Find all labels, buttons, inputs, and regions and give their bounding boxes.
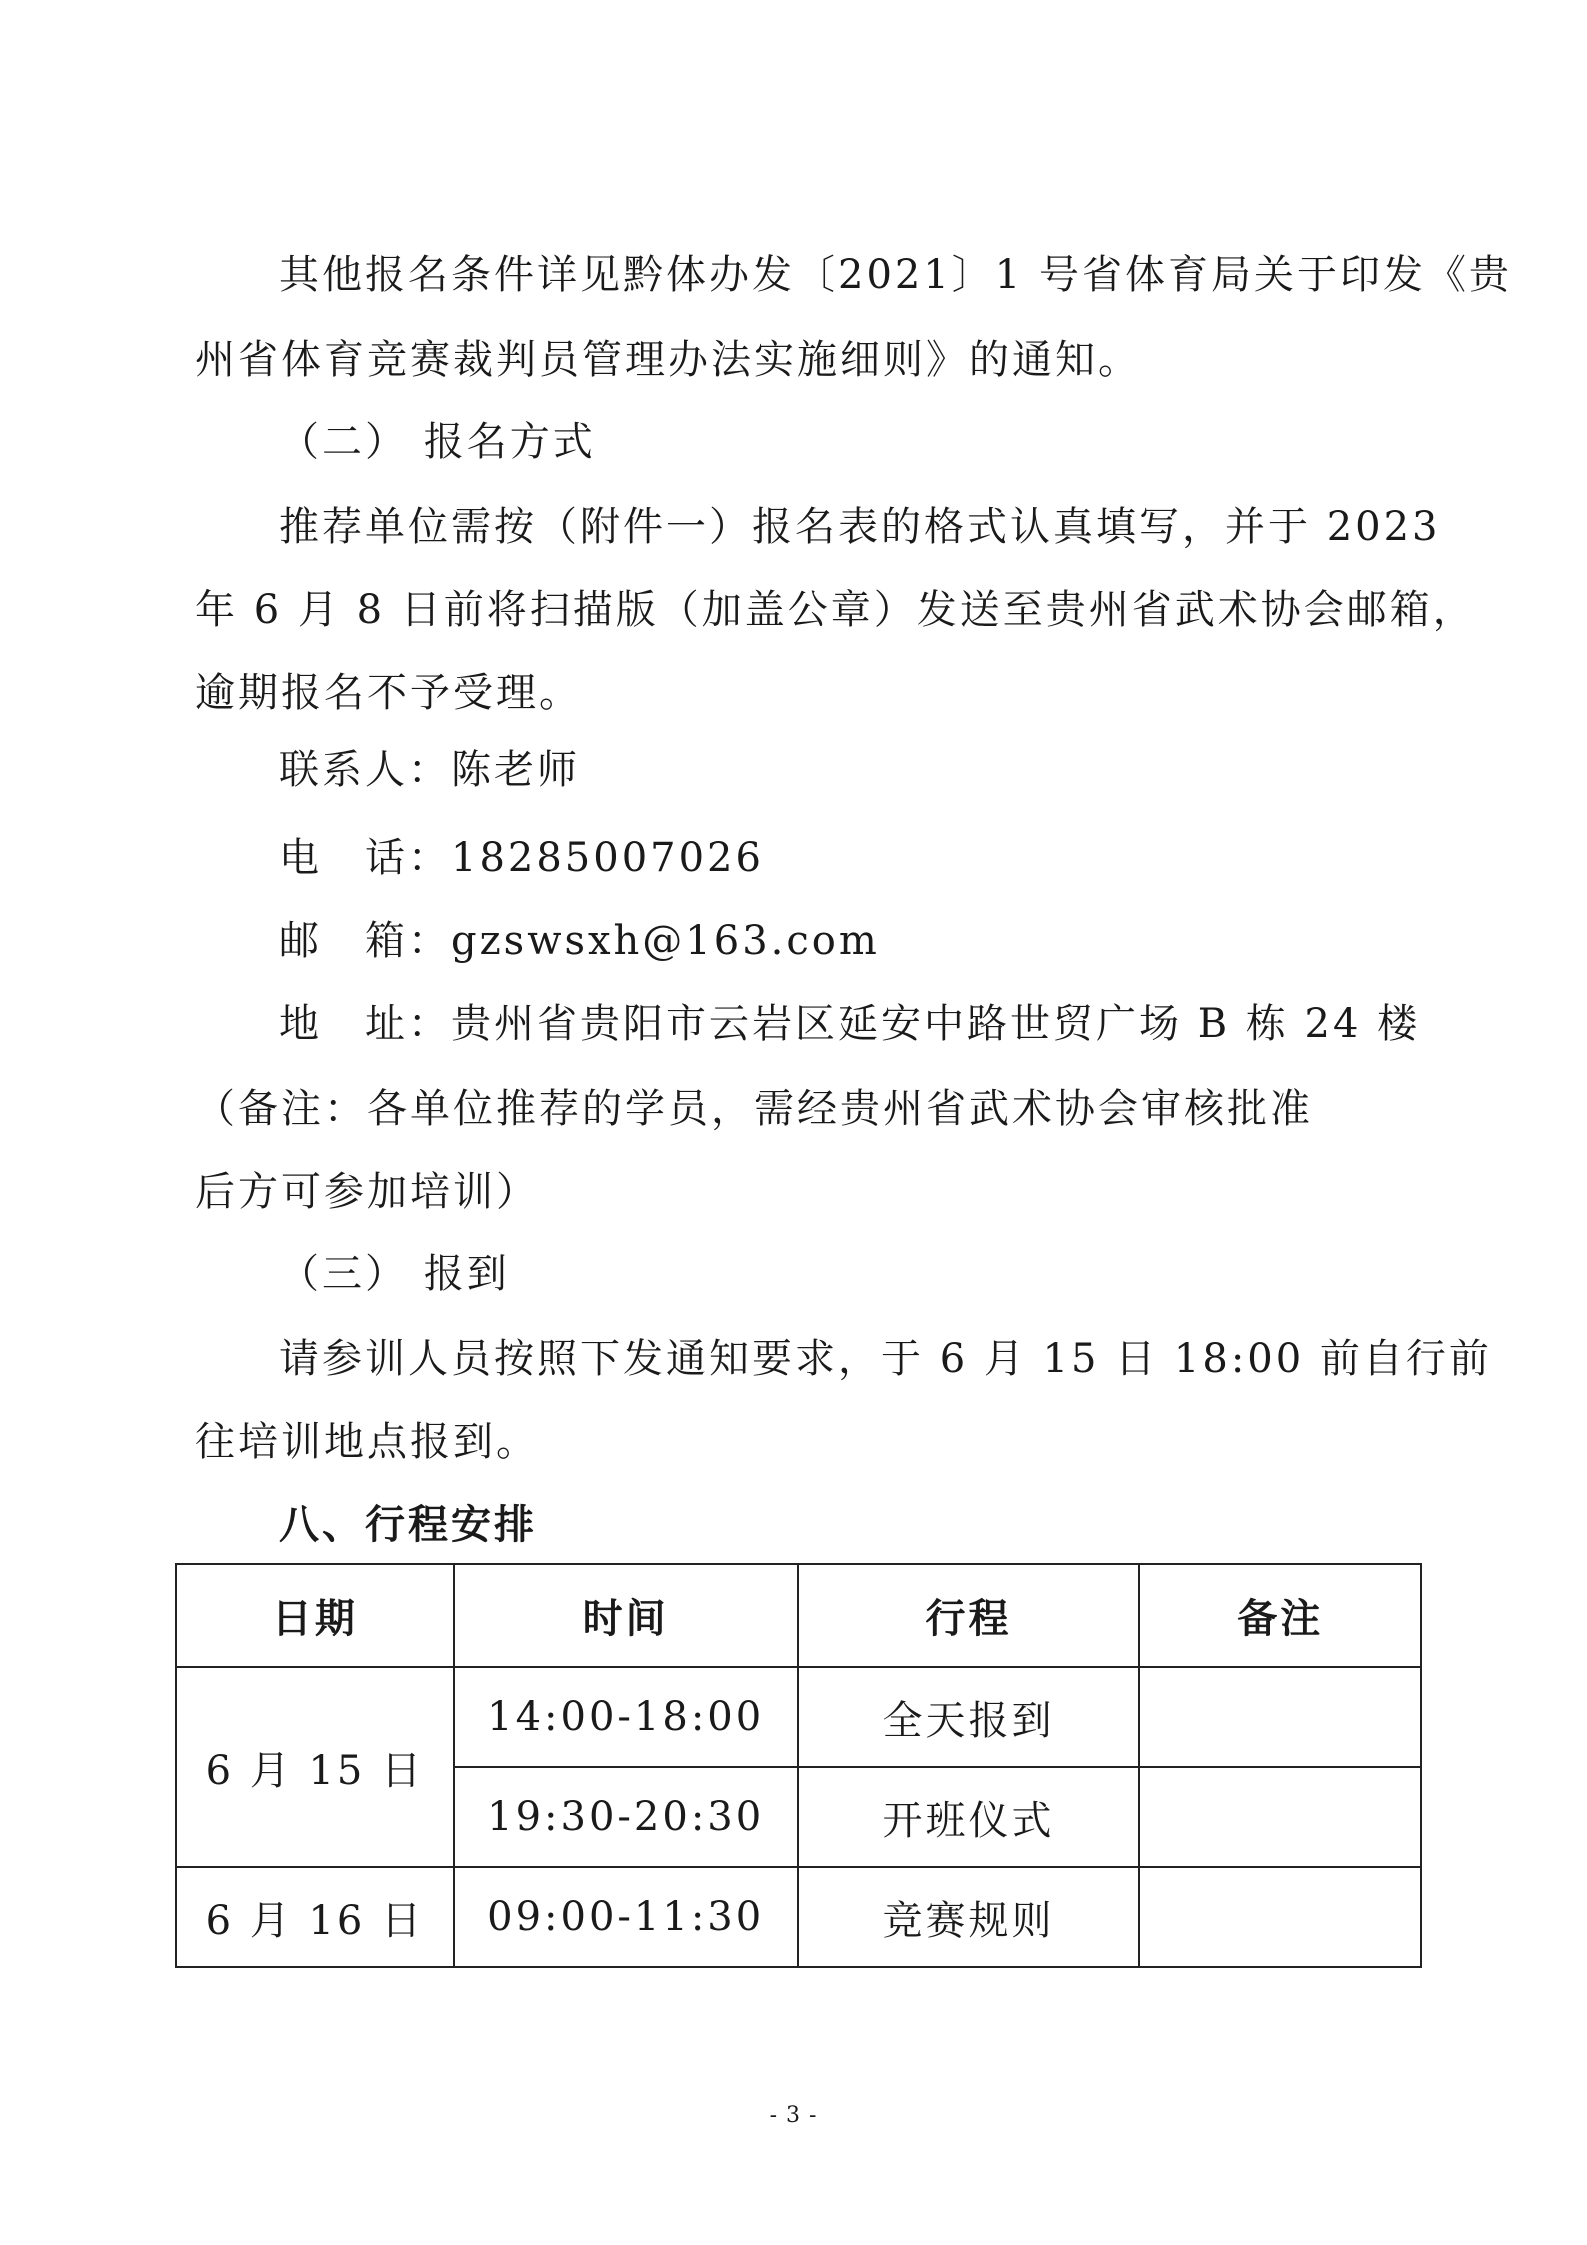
cell-time: 09:00-11:30 — [454, 1867, 798, 1967]
cell-note — [1139, 1767, 1421, 1867]
header-date: 日期 — [176, 1564, 454, 1667]
cell-item: 开班仪式 — [798, 1767, 1140, 1867]
header-note: 备注 — [1139, 1564, 1421, 1667]
cell-note — [1139, 1667, 1421, 1767]
subsection-title-report: （三） 报到 — [279, 1251, 510, 1297]
cell-note — [1139, 1867, 1421, 1967]
paragraph-line: 州省体育竞赛裁判员管理办法实施细则》的通知。 — [195, 337, 1141, 383]
note-line: （备注：各单位推荐的学员，需经贵州省武术协会审核批准 — [195, 1086, 1313, 1132]
contact-address: 地 址：贵州省贵阳市云岩区延安中路世贸广场 B 栋 24 楼 — [279, 1001, 1421, 1047]
paragraph-line: 请参训人员按照下发通知要求，于 6 月 15 日 18:00 前自行前 — [279, 1336, 1492, 1382]
contact-email: 邮 箱：gzswsxh@163.com — [279, 918, 880, 964]
cell-time: 19:30-20:30 — [454, 1767, 798, 1867]
header-time: 时间 — [454, 1564, 798, 1667]
cell-date: 6 月 16 日 — [176, 1867, 454, 1967]
contact-person: 联系人：陈老师 — [279, 747, 580, 793]
paragraph-line: 往培训地点报到。 — [195, 1419, 539, 1465]
cell-time: 14:00-18:00 — [454, 1667, 798, 1767]
contact-phone: 电 话：18285007026 — [279, 835, 764, 881]
paragraph-line: 推荐单位需按（附件一）报名表的格式认真填写，并于 2023 — [279, 504, 1441, 550]
cell-item: 全天报到 — [798, 1667, 1140, 1767]
paragraph-line: 其他报名条件详见黔体办发〔2021〕1 号省体育局关于印发《贵 — [279, 252, 1512, 298]
table-row — [176, 1667, 1421, 1767]
paragraph-line: 逾期报名不予受理。 — [195, 670, 582, 716]
schedule-table — [175, 1563, 1422, 1968]
note-line: 后方可参加培训） — [195, 1169, 539, 1215]
page-number: - 3 - — [769, 2103, 818, 2128]
table-header-row — [176, 1564, 1421, 1667]
header-item: 行程 — [798, 1564, 1140, 1667]
subsection-title-registration-method: （二） 报名方式 — [279, 419, 596, 465]
paragraph-line: 年 6 月 8 日前将扫描版（加盖公章）发送至贵州省武术协会邮箱， — [195, 587, 1476, 633]
section-heading-schedule: 八、行程安排 — [279, 1502, 537, 1548]
cell-item: 竞赛规则 — [798, 1867, 1140, 1967]
cell-date: 6 月 15 日 — [176, 1667, 454, 1867]
table-row — [176, 1867, 1421, 1967]
